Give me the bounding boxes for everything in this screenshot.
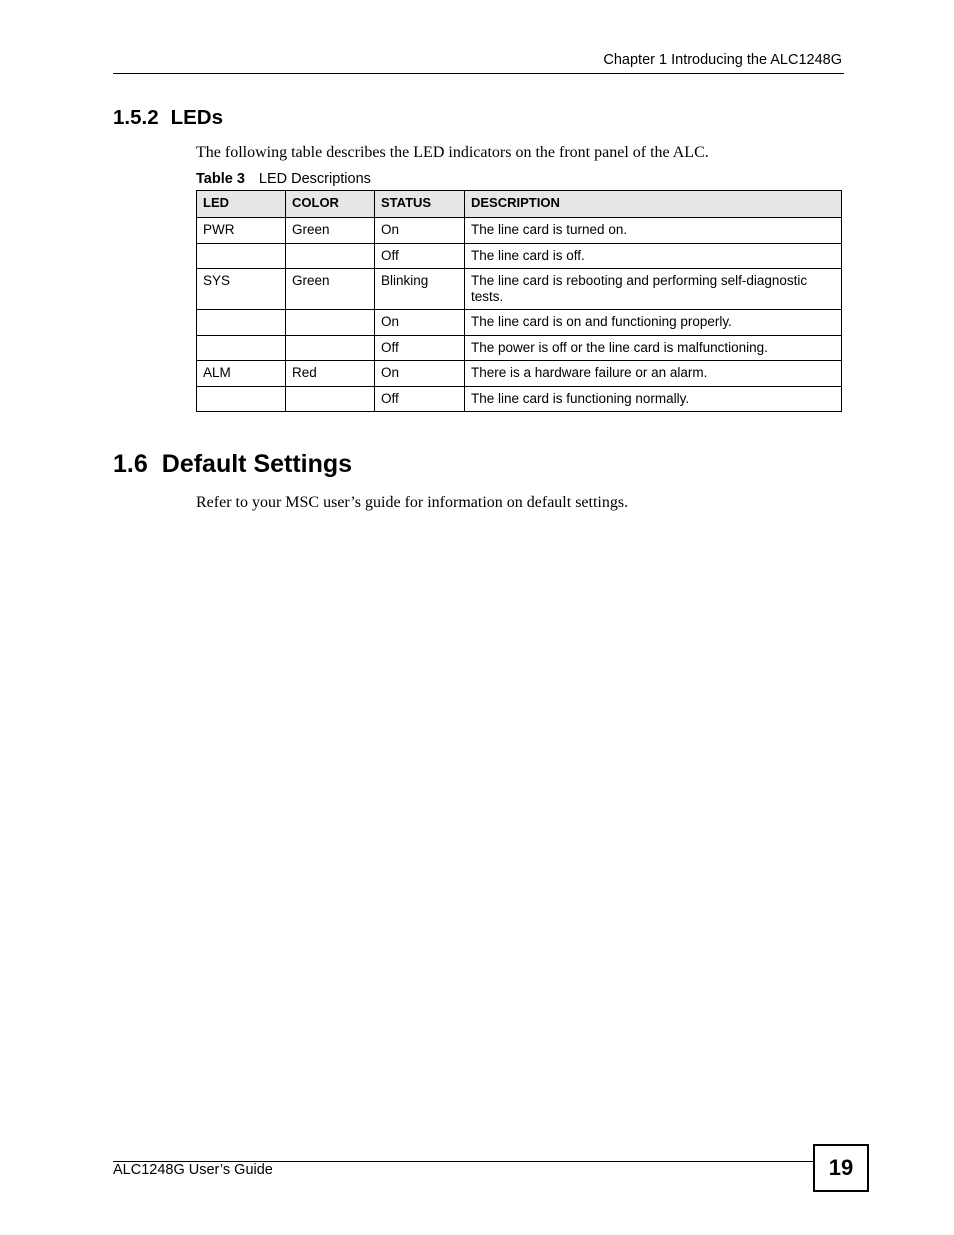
cell-status: On (375, 361, 465, 387)
intro-paragraph: The following table describes the LED indicators on the front panel of the ALC. (196, 144, 709, 161)
column-header-description: DESCRIPTION (465, 191, 842, 218)
cell-description: There is a hardware failure or an alarm. (465, 361, 842, 387)
column-header-status: STATUS (375, 191, 465, 218)
cell-color (286, 335, 375, 361)
cell-status: On (375, 310, 465, 336)
cell-color: Green (286, 269, 375, 310)
table-caption (196, 171, 371, 187)
cell-color (286, 386, 375, 412)
cell-status: Blinking (375, 269, 465, 310)
section-heading-default-settings (113, 450, 352, 479)
cell-status: On (375, 218, 465, 244)
column-header-color: COLOR (286, 191, 375, 218)
footer-guide-title: ALC1248G User’s Guide (113, 1162, 273, 1178)
cell-color (286, 310, 375, 336)
cell-color: Green (286, 218, 375, 244)
led-descriptions-table (196, 190, 842, 412)
table-caption-label: Table 3 (196, 171, 245, 187)
table-row (197, 386, 842, 412)
table-header-row (197, 191, 842, 218)
section-number: 1.5.2 (113, 106, 159, 129)
running-header: Chapter 1 Introducing the ALC1248G (603, 52, 842, 68)
cell-color (286, 243, 375, 269)
table-row (197, 243, 842, 269)
cell-status: Off (375, 243, 465, 269)
header-divider (113, 73, 844, 74)
cell-description: The line card is rebooting and performing self-diagnostic tests. (465, 269, 842, 310)
section-title: Default Settings (161, 450, 353, 478)
cell-led: ALM (197, 361, 286, 387)
cell-description: The line card is functioning normally. (465, 386, 842, 412)
table-row (197, 335, 842, 361)
cell-description: The line card is turned on. (465, 218, 842, 244)
section-heading-leds (113, 106, 223, 130)
section-number: 1.6 (113, 450, 148, 478)
cell-led (197, 310, 286, 336)
page-number: 19 (813, 1144, 869, 1192)
default-settings-paragraph: Refer to your MSC user’s guide for information on default settings. (196, 494, 629, 511)
cell-led (197, 335, 286, 361)
column-header-led: LED (197, 191, 286, 218)
cell-led: SYS (197, 269, 286, 310)
cell-description: The power is off or the line card is malfunctioning. (465, 335, 842, 361)
table-row (197, 269, 842, 310)
table-caption-text: LED Descriptions (258, 171, 371, 187)
cell-status: Off (375, 335, 465, 361)
cell-description: The line card is on and functioning properly. (465, 310, 842, 336)
section-title: LEDs (170, 106, 224, 129)
cell-status: Off (375, 386, 465, 412)
cell-led: PWR (197, 218, 286, 244)
cell-led (197, 243, 286, 269)
table-row (197, 361, 842, 387)
cell-description: The line card is off. (465, 243, 842, 269)
cell-led (197, 386, 286, 412)
cell-color: Red (286, 361, 375, 387)
table-row (197, 218, 842, 244)
table-row (197, 310, 842, 336)
